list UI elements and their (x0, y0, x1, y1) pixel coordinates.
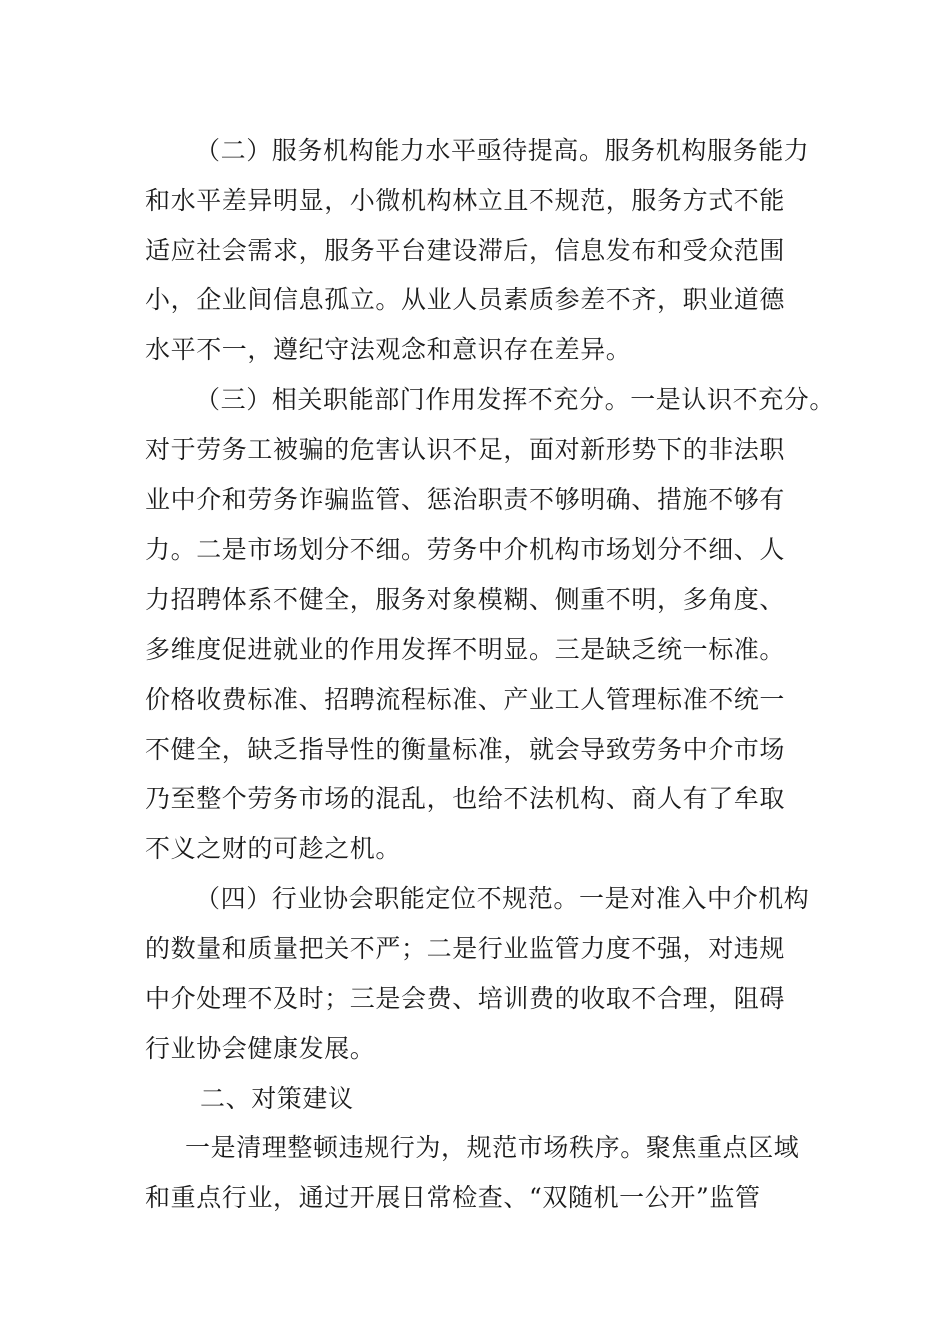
paragraph-5-line-1: 一是清理整顿违规行为，规范市场秩序。聚焦重点区域 (185, 1133, 800, 1162)
paragraph-3-line-4: 力。二是市场划分不细。劳务中介机构市场划分不细、人 (145, 535, 786, 564)
paragraph-2-line-1: （二）服务机构能力水平亟待提高。服务机构服务能力 (195, 136, 810, 165)
paragraph-2-line-3: 适应社会需求，服务平台建设滞后，信息发布和受众范围 (145, 236, 786, 265)
section-heading: 二、对策建议 (200, 1084, 354, 1113)
paragraph-3-line-1: （三）相关职能部门作用发挥不充分。一是认识不充分。 (195, 385, 836, 414)
paragraph-4-line-4: 行业协会健康发展。 (145, 1034, 376, 1063)
paragraph-2-line-5: 水平不一，遵纪守法观念和意识存在差异。 (145, 335, 632, 364)
paragraph-3-line-10: 不义之财的可趁之机。 (145, 834, 402, 863)
paragraph-4-line-3: 中介处理不及时；三是会费、培训费的收取不合理，阻碍 (145, 984, 786, 1013)
paragraph-3-line-6: 多维度促进就业的作用发挥不明显。三是缺乏统一标准。 (145, 635, 786, 664)
paragraph-3-line-5: 力招聘体系不健全，服务对象模糊、侧重不明，多角度、 (145, 585, 786, 614)
paragraph-4-line-1: （四）行业协会职能定位不规范。一是对准入中介机构 (195, 884, 810, 913)
paragraph-3-line-2: 对于劳务工被骗的危害认识不足，面对新形势下的非法职 (145, 435, 786, 464)
paragraph-3-line-9: 乃至整个劳务市场的混乱，也给不法机构、商人有了牟取 (145, 784, 786, 813)
paragraph-3-line-8: 不健全，缺乏指导性的衡量标准，就会导致劳务中介市场 (145, 735, 786, 764)
paragraph-3-line-7: 价格收费标准、招聘流程标准、产业工人管理标准不统一 (145, 685, 786, 714)
paragraph-3-line-3: 业中介和劳务诈骗监管、惩治职责不够明确、措施不够有 (145, 485, 786, 514)
paragraph-2-line-4: 小，企业间信息孤立。从业人员素质参差不齐，职业道德 (145, 285, 786, 314)
paragraph-2-line-2: 和水平差异明显，小微机构林立且不规范，服务方式不能 (145, 186, 786, 215)
paragraph-4-line-2: 的数量和质量把关不严；二是行业监管力度不强，对违规 (145, 934, 786, 963)
paragraph-5-line-2: 和重点行业，通过开展日常检查、“双随机一公开”监管 (145, 1183, 761, 1212)
